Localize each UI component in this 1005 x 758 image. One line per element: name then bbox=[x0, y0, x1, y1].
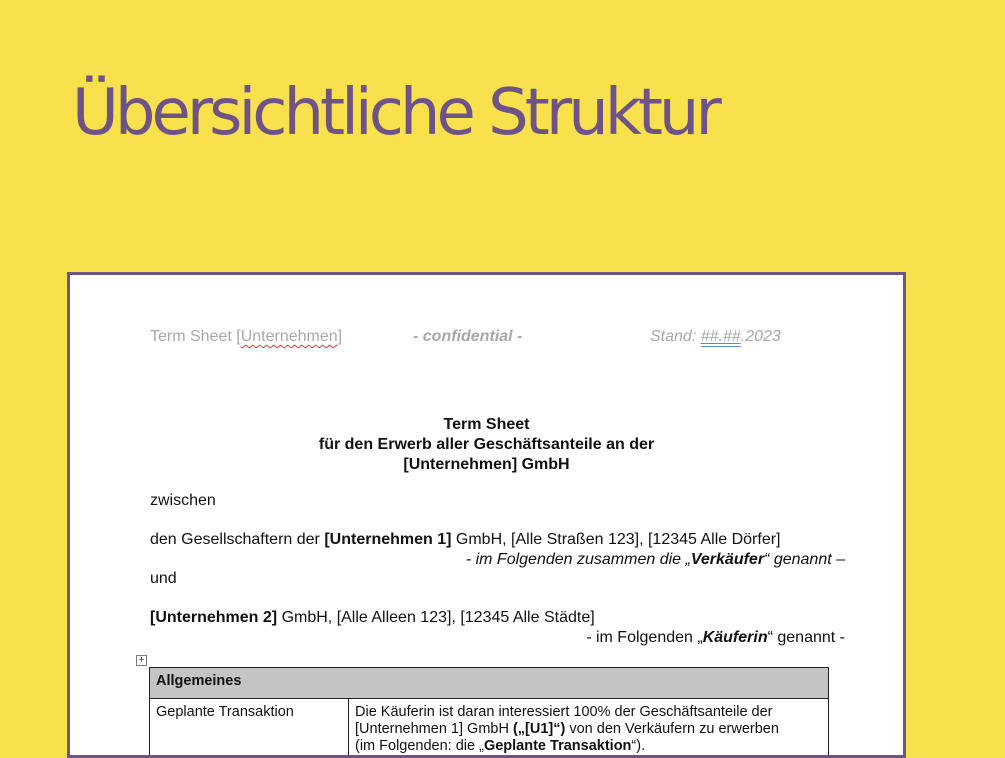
party1-line: den Gesellschaftern der [Unternehmen 1] GmbH, [Alle Straßen 123], [12345 Alle Dörfer] bbox=[150, 531, 781, 548]
table-section-header bbox=[150, 668, 829, 699]
document-header bbox=[70, 328, 903, 352]
title-line: [Unternehmen] GmbH bbox=[403, 456, 570, 473]
party1-role: - im Folgenden zusammen die „Verkäufer“ genannt – bbox=[465, 551, 845, 568]
and-text: und bbox=[150, 570, 177, 587]
party2-role-term: Käuferin bbox=[702, 629, 768, 646]
title-line: für den Erwerb aller Geschäftsanteile an der bbox=[318, 436, 655, 453]
header-date: Stand: ##.##.2023 bbox=[650, 328, 781, 345]
terms-table bbox=[149, 667, 829, 758]
title-line: Term Sheet bbox=[443, 416, 530, 433]
header-left: Term Sheet [Unternehmen] bbox=[150, 328, 343, 345]
document-preview bbox=[67, 272, 906, 758]
party1-role-term: Verkäufer bbox=[690, 551, 765, 568]
party2-role: - im Folgenden „Käuferin“ genannt - bbox=[586, 629, 845, 646]
header-confidential: - confidential - bbox=[413, 328, 523, 345]
spellcheck-underline: Unternehmen bbox=[240, 328, 338, 345]
party2-line: [Unternehmen 2] GmbH, [Alle Alleen 123], [12345 Alle Städte] bbox=[150, 609, 595, 626]
row-label: Geplante Transaktion bbox=[150, 699, 349, 758]
document-title bbox=[70, 415, 903, 475]
party2-name: [Unternehmen 2] bbox=[150, 609, 278, 626]
table-move-handle-icon[interactable]: + bbox=[136, 655, 147, 666]
table-row bbox=[150, 699, 829, 758]
party1-name: [Unternehmen 1] bbox=[324, 531, 452, 548]
between-text: zwischen bbox=[150, 492, 216, 509]
grammar-underline: ##.## bbox=[700, 328, 741, 345]
section-header-cell: Allgemeines bbox=[150, 668, 829, 699]
row-value: Die Käuferin ist daran interessiert 100% der Geschäftsanteile der [Unternehmen 1] GmbH („[U1]“) von den Verkäufern zu erwerben (im Folgenden: die „Geplante Transaktion“). bbox=[349, 699, 829, 758]
slide-title: Übersichtliche Struktur bbox=[72, 76, 718, 150]
